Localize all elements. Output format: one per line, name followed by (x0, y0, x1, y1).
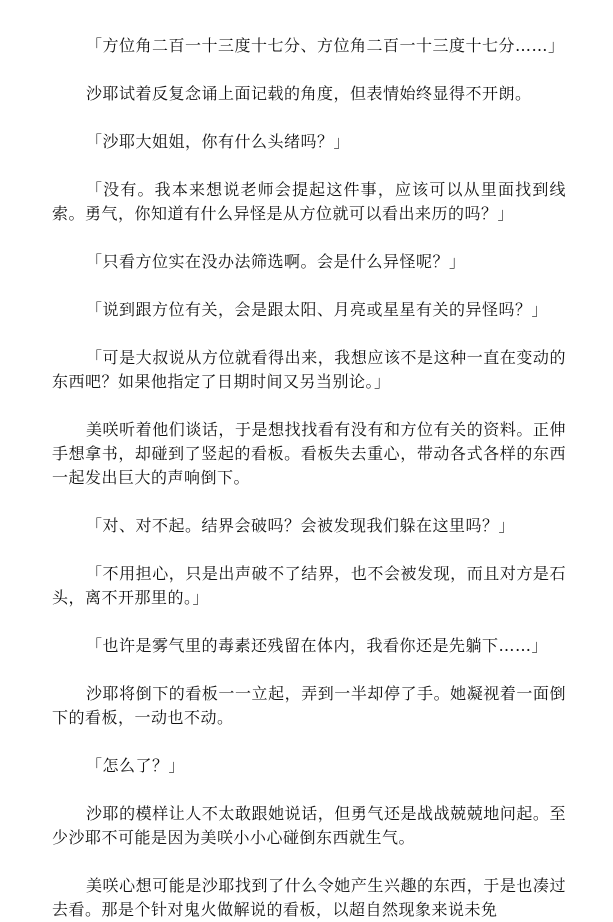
paragraph-9: 「对、对不起。结界会破吗？会被发现我们躲在这里吗？」 (86, 516, 516, 535)
paragraph-2: 沙耶试着反复念诵上面记载的角度，但表情始终显得不开朗。 (86, 84, 532, 103)
paragraph-15: 美咲心想可能是沙耶找到了什么令她产生兴趣的东西，于是也凑过去看。那是个针对鬼火做解说的看板，以超自然现象来说未免 (52, 876, 566, 919)
paragraph-7: 「可是大叔说从方位就看得出来，我想应该不是这种一直在变动的东西吧？如果他指定了日期时间又另当别论。」 (52, 348, 566, 391)
paragraph-11: 「也许是雾气里的毒素还残留在体内，我看你还是先躺下……」 (86, 636, 549, 655)
paragraph-10: 「不用担心，只是出声破不了结界，也不会被发现，而且对方是石头，离不开那里的。」 (52, 564, 566, 607)
paragraph-14: 沙耶的模样让人不太敢跟她说话，但勇气还是战战兢兢地问起。至少沙耶不可能是因为美咲小小心碰倒东西就生气。 (52, 804, 566, 847)
paragraph-8: 美咲听着他们谈话，于是想找找看有没有和方位有关的资料。正伸手想拿书，却碰到了竖起的看板。看板失去重心，带动各式各样的东西一起发出巨大的声响倒下。 (52, 420, 566, 487)
paragraph-1: 「方位角二百一十三度十七分、方位角二百一十三度十七分……」 (86, 36, 565, 55)
paragraph-13: 「怎么了？」 (86, 756, 186, 775)
paragraph-5: 「只看方位实在没办法筛选啊。会是什么异怪呢？」 (86, 252, 466, 271)
paragraph-4: 「没有。我本来想说老师会提起这件事，应该可以从里面找到线索。勇气，你知道有什么异怪是从方位就可以看出来历的吗？」 (52, 180, 566, 223)
paragraph-3: 「沙耶大姐姐，你有什么头绪吗？」 (86, 132, 351, 151)
paragraph-6: 「说到跟方位有关，会是跟太阳、月亮或星星有关的异怪吗？」 (86, 300, 549, 319)
paragraph-12: 沙耶将倒下的看板一一立起，弄到一半却停了手。她凝视着一面倒下的看板，一动也不动。 (52, 684, 566, 727)
